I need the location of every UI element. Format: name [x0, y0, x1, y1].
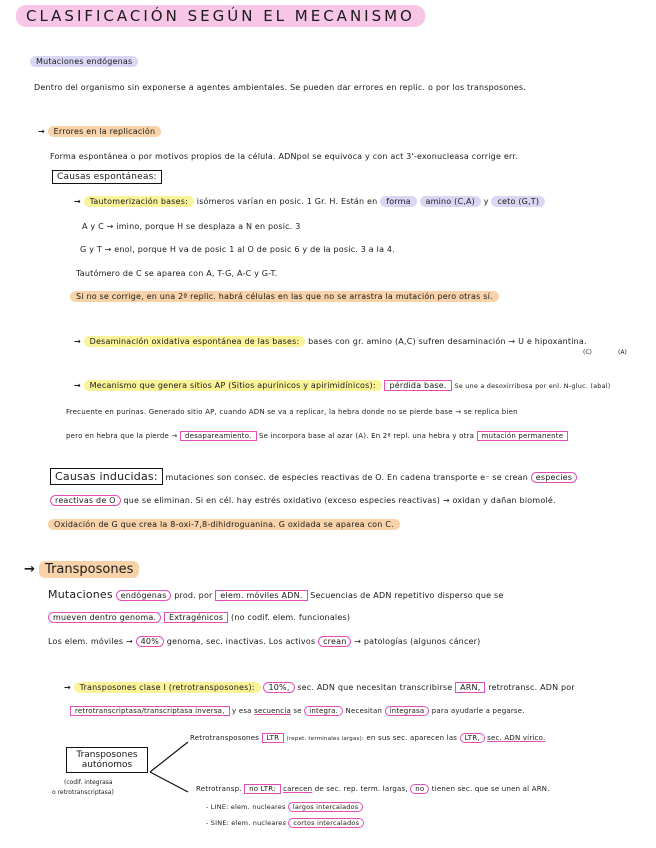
sitios-ap-line [74, 381, 611, 390]
no-codif: (no codif. elem. funcionales) [231, 613, 351, 622]
mutacion-permanente-box: mutación permanente [477, 431, 569, 441]
mueven-oval: mueven dentro genoma. [48, 612, 161, 623]
desaminacion-label: Desaminación oxidativa espontánea de las bases: [84, 336, 306, 347]
orange-note: Si no se corrige, en una 2ª replic. habrá células en las que no se arrastra la mutación pero otras sí. [70, 291, 499, 302]
no-oval: no [410, 784, 429, 794]
retrotransc-text: retrotransc. ADN por [488, 683, 575, 692]
causas-inducidas-line [50, 470, 577, 483]
mutaciones-word: Mutaciones [48, 588, 113, 601]
desaminacion-line [74, 337, 587, 346]
sitios-ap-line2: Frecuente en purinas. Generado sitio AP, cuando ADN se va a replicar, la hebra donde no se pierde base → se replica bien [66, 408, 518, 416]
repet-terminales: (repet. terminales largas): [286, 736, 364, 742]
secuencias-text: Secuencias de ADN repetitivo disperso que se [310, 591, 504, 600]
reactivas-oval: reactivas de O [50, 495, 121, 506]
y-word: y [483, 197, 489, 206]
retrotransposones-word: Retrotransposones [190, 734, 260, 742]
section-heading-text: Mutaciones endógenas [36, 57, 133, 66]
no-ltr-line [196, 785, 550, 793]
ten-percent-oval: 10%, [263, 682, 294, 693]
gt-enol-line: G y T → enol, porque H va de posic 1 al O de posic 6 y de la posic. 3 a la 4. [80, 245, 395, 254]
errores-heading-label: Errores en la replicación [48, 126, 162, 137]
retrotranscriptasa-box: retrotranscriptasa/transcriptasa inversa, [70, 706, 230, 716]
arrow-right-icon: → [74, 197, 81, 206]
genoma-text: genoma, sec. inactivas. Los activos [166, 637, 316, 646]
sitios-ap-text: Se une a desoxirribosa por enl. N-gluc. (abal) [454, 382, 611, 390]
sine-row [206, 819, 364, 827]
necesitan-word: Necesitan [345, 707, 383, 715]
transposones-line3 [48, 637, 480, 646]
clase-i-line [64, 683, 575, 692]
especies-oval: especies [531, 472, 577, 483]
sine-pre: - SINE: elem. nucleares [206, 819, 287, 827]
integrasa-oval: integrasa [385, 706, 430, 716]
sitios-ap-label: Mecanismo que genera sitios AP (Sitios apurínicos y apirimidínicos): [84, 380, 382, 391]
elem-moviles-text: Los elem. móviles → [48, 637, 133, 646]
tienen-sec: tienen sec. que se unen al ARN. [431, 785, 550, 793]
no-ltr-box: no LTR: [244, 784, 281, 794]
forty-percent-oval: 40% [136, 636, 164, 647]
ceto-word: ceto (G,T) [491, 196, 545, 207]
transposones-autonomos-box [66, 747, 148, 773]
cortos-oval: cortos intercalados [288, 818, 364, 828]
carecen-word: carecen [283, 785, 313, 793]
causas-inducidas-line2-text: que se eliminan. Si en cél. hay estrés oxidativo (exceso especies reactivas) → oxidan y dañan biomolé. [123, 496, 556, 505]
perdida-base-box: pérdida base. [384, 380, 451, 391]
replication-line: Forma espontánea o por motivos propios de la célula. ADNpol se equivoca y con act 3'-exonucleasa corrige err. [50, 152, 518, 161]
ap-line3-c: Se incorpora base al azar (A). En 2ª repl. una hebra y otra [258, 432, 475, 440]
clase-i-line2 [70, 707, 525, 715]
causas-inducidas-text: mutaciones son consec. de especies reactivas de O. En cadena transporte e⁻ se crean [165, 473, 529, 482]
tautomerizacion-text: isómeros varían en posic. 1 Gr. H. Están en [196, 197, 378, 206]
line-pre: - LINE: elem. nucleares [206, 803, 286, 811]
tautomero-pair-line: Tautómero de C se aparea con A, T-G, A-C y G-T. [76, 269, 278, 278]
autonomos-label: Transposones autónomos [76, 750, 138, 770]
crean-oval: crean [318, 636, 351, 647]
page-title [16, 5, 425, 27]
transposones-heading-label: Transposones [39, 561, 139, 578]
secuencia-word: secuencia [254, 707, 291, 715]
largos-oval: largos intercalados [288, 802, 364, 812]
en-sus-sec: en sus sec. aparecen las [366, 734, 458, 742]
transposones-heading [24, 562, 139, 577]
ap-line3-a: pero en hebra que la pierde → [66, 432, 178, 440]
arrow-right-icon: → [74, 381, 81, 390]
causas-espontaneas-box: Causas espontáneas: [52, 170, 162, 184]
section-heading-endogenas [30, 56, 138, 67]
transposones-line2 [48, 613, 350, 622]
arrow-right-icon: → [24, 562, 35, 577]
tautomerizacion-label: Tautomerización bases: [84, 196, 194, 207]
page-title-text: CLASIFICACIÓN SEGÚN EL MECANISMO [26, 7, 415, 25]
y-esa: y esa [232, 707, 252, 715]
autonomos-sub1: (codif. integrasa [64, 779, 113, 786]
sec-rep-term: de sec. rep. term. largas, [314, 785, 408, 793]
adn-virico: sec. ADN vírico. [487, 734, 546, 742]
desaminacion-sub-c: (C) [583, 349, 592, 356]
desapareamiento-box: desapareamiento. [180, 431, 257, 441]
sitios-ap-line3 [66, 432, 568, 440]
elem-moviles-box: elem. móviles ADN. [215, 590, 307, 601]
ltr-line [190, 734, 545, 742]
arrow-right-icon: → [64, 683, 71, 692]
arrow-right-icon: → [38, 127, 45, 136]
autonomos-sub2: o retrotranscriptasa) [52, 789, 114, 796]
patologias-text: → patologías (algunos cáncer) [354, 637, 481, 646]
errores-heading [38, 127, 161, 136]
clase-i-text: sec. ADN que necesitan transcribirse [297, 683, 453, 692]
amino-word: amino (C,A) [420, 196, 481, 207]
desaminacion-sub-a: (A) [618, 349, 627, 356]
oxidacion-g-line: Oxidación de G que crea la 8-oxi-7,8-dihidroguanina. G oxidada se aparea con C. [48, 519, 400, 530]
clase-i-label: Transposones clase I (retrotransposones): [74, 682, 261, 693]
ltr-box: LTR [262, 733, 285, 743]
integra-oval: integra. [304, 706, 343, 716]
forma-word: forma [380, 196, 417, 207]
desaminacion-text: bases con gr. amino (A,C) sufren desaminación → U e hipoxantina. [308, 337, 587, 346]
ltr-oval: LTR, [460, 733, 485, 743]
arn-box: ARN, [455, 682, 485, 693]
transposones-line1 [48, 588, 503, 601]
endogenas-oval: endógenas [116, 590, 172, 601]
prod-por: prod. por [174, 591, 213, 600]
extragenicos-box: Extragénicos [164, 612, 228, 623]
intro-text: Dentro del organismo sin exponerse a agentes ambientales. Se pueden dar errores en replic. o por los transposones. [34, 83, 526, 92]
causas-inducidas-line2 [50, 496, 556, 505]
se-word: se [293, 707, 302, 715]
line-row [206, 803, 363, 811]
retrotransp-word: Retrotransp. [196, 785, 242, 793]
causas-inducidas-box: Causas inducidas: [50, 468, 163, 485]
tautomerizacion-line [74, 197, 545, 206]
ac-imino-line: A y C → imino, porque H se desplaza a N en posic. 3 [82, 222, 301, 231]
pegarse-text: para ayudarle a pegarse. [431, 707, 525, 715]
arrow-right-icon: → [74, 337, 81, 346]
